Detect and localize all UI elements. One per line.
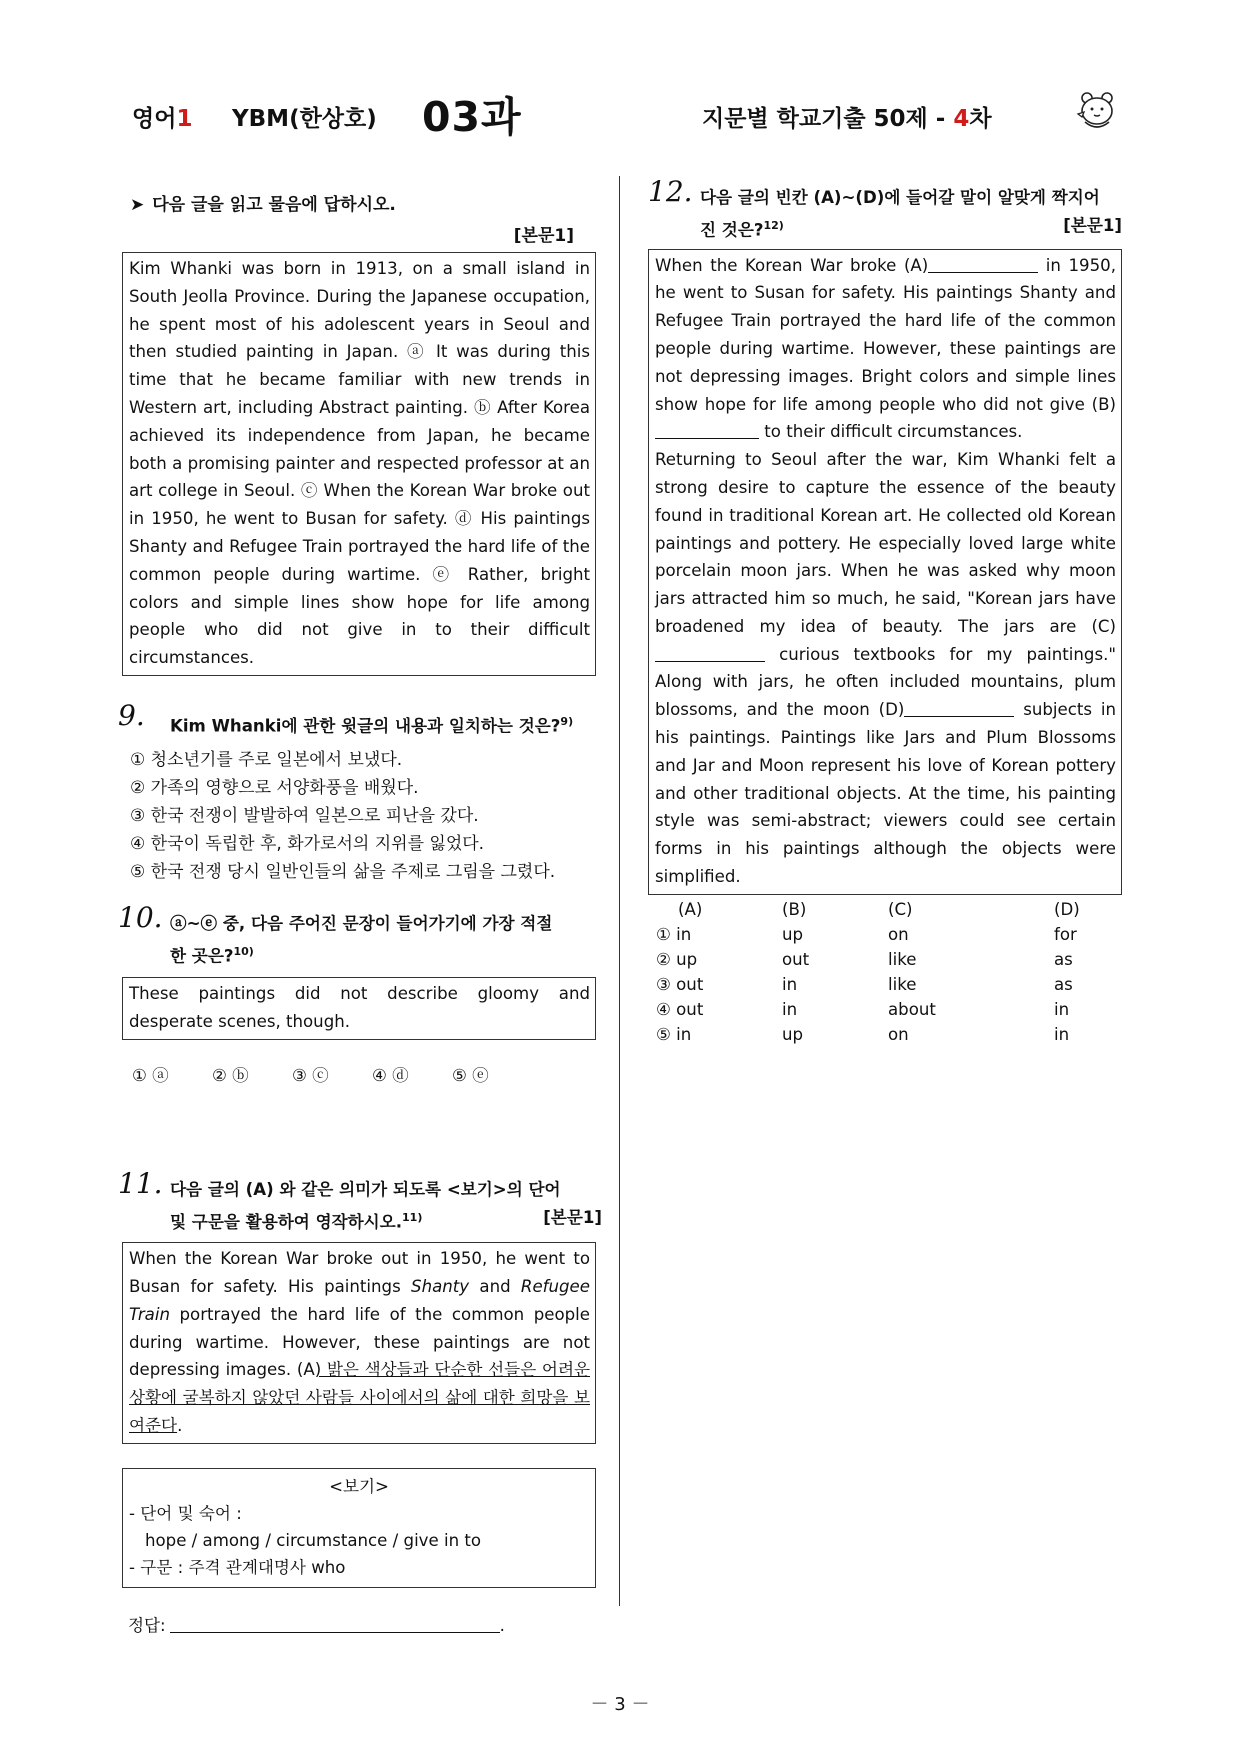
table-cell: in [782,974,798,994]
passage-text: curious textbooks for my paintings." Along with jars, he often included mountains, plum blossoms, and the moon (D) [655,644,1116,720]
answer-field[interactable]: 정답: . [128,1615,505,1635]
question-10-choices [132,1062,602,1086]
bogi-box [122,1468,596,1588]
question-text-line2 [700,212,1122,245]
series-round-suffix: 차 [969,106,992,132]
question-text-line2-text: 진 것은? [700,220,764,240]
question-text-line1: 다음 글의 (A) 와 같은 의미가 되도록 <보기>의 단어 [170,1179,561,1199]
answer-choices-table [656,897,1122,1047]
table-cell: out [782,949,810,969]
table-cell: on [888,924,909,944]
painting-title: Shanty [411,1276,470,1296]
series-label [702,100,992,133]
bogi-structure: - 구문 : 주격 관계대명사 who [129,1557,346,1577]
bogi-words: hope / among / circumstance / give in to [145,1530,482,1550]
table-row[interactable] [656,997,1122,1022]
passage-text: to their difficult circumstances. [759,422,1023,442]
page-number: － 3 － [590,1694,650,1715]
right-column [648,175,1122,1047]
table-cell: ⑤ in [656,1024,692,1044]
passage-tag: [본문1] [513,226,574,246]
page-header [0,80,1240,150]
table-cell: on [888,1024,909,1044]
table-header [656,897,1122,922]
question-text-line2-text: 한 곳은? [170,947,234,967]
table-cell: as [1054,974,1073,994]
table-cell: in [1054,999,1070,1019]
blank-c[interactable] [655,644,765,662]
series-round-number: 4 [953,106,970,132]
table-cell: in [1054,1024,1070,1044]
passage-box: Kim Whanki was born in 1913, on a small island in South Jeolla Province. During the Japanese occupation, he spent most of his adolescent years in Seoul and then studied painting in Japan. ⓐ It was during this time that he became familiar with new trends in Western art, including Abstract painting. ⓑ After Korea achieved its independence from Japan, he became both a promising painter and respected professor at an art college in Seoul. ⓒ When the Korean War broke out in 1950, he went to Busan for safety. ⓓ His paintings Shanty and Refugee Train portrayed the hard life of the common people during wartime. ⓔ Rather, bright colors and simple lines show hope for life among people who did not give in to their difficult circumstances. [122,252,596,676]
table-cell: as [1054,949,1073,969]
question-text: Kim Whanki에 관한 윗글의 내용과 일치하는 것은? [170,716,561,736]
underlined-sentence: ) 밝은 색상들과 단순한 선들은 어려운 상황에 굴복하지 않았던 사람들 사이에서의 삶에 대한 희망을 보여준다 [129,1360,590,1435]
subject-number: 1 [176,106,193,132]
answer-label: 정답: [128,1615,166,1635]
passage-text: When the Korean War broke out in 1950, he went to Busan for safety. His paintings [129,1249,590,1296]
table-cell: in [782,999,798,1019]
question-number: 10. [118,901,163,935]
passage-tag: [본문1] [543,1207,602,1227]
column-header: (C) [888,899,913,919]
bogi-title: <보기> [329,1476,389,1496]
table-cell: about [888,999,936,1019]
table-row[interactable] [656,922,1122,947]
passage-text: and [469,1276,521,1296]
bogi-words-label: - 단어 및 숙어 : [129,1503,242,1523]
question-number: 12. [648,175,693,208]
table-row[interactable] [656,972,1122,997]
passage-text: portrayed the hard life of the common people during wartime. However, these paintings are not depressing images. (A [129,1304,590,1380]
question-11 [118,1166,602,1237]
table-cell: like [888,974,917,994]
table-cell: ① in [656,924,692,944]
footnote-ref: 10) [233,945,254,959]
given-sentence-box: These paintings did not describe gloomy and desperate scenes, though. [122,977,596,1040]
painting-title: Refugee Train [129,1276,590,1324]
table-cell: for [1054,924,1077,944]
question-number: 9. [118,698,145,732]
subject-prefix: 영어 [132,106,177,132]
table-cell: ④ out [656,999,704,1019]
question-text-line2 [170,1204,602,1237]
blank-d[interactable] [904,699,1014,717]
choice-1[interactable]: ① ⓐ [132,1065,169,1085]
footnote-ref: 12) [763,219,784,232]
option-5[interactable]: ⑤ 한국 전쟁 당시 일반인들의 삶을 주제로 그림을 그렸다. [130,862,556,883]
column-header: (B) [782,899,807,919]
option-4[interactable]: ④ 한국이 독립한 후, 화가로서의 지위를 잃었다. [130,834,485,855]
instruction-text: 다음 글을 읽고 물음에 답하시오. [152,195,396,215]
question-9 [118,698,602,741]
passage-text: Returning to Seoul after the war, Kim Whanki felt a strong desire to capture the essence of the beauty found in traditional Korean art. He collected old Korean paintings and pottery. He especially loved large white porcelain moon jars. When he was asked why moon jars attracted him so much, he said, "Korean jars have broadened my idea of beauty. The jars are (C) [655,450,1116,636]
passage-text: . [177,1415,183,1435]
bear-mascot-icon [1072,86,1122,136]
choice-3[interactable]: ③ ⓒ [292,1065,329,1085]
table-cell: ② up [656,949,698,969]
table-row[interactable] [656,947,1122,972]
instruction [130,190,602,215]
passage-text: When the Korean War broke (A) [655,255,929,275]
question-number: 11. [118,1166,163,1200]
footnote-ref: 9) [560,714,574,728]
footnote-ref: 11) [402,1210,423,1224]
table-row[interactable] [656,1022,1122,1047]
option-2[interactable]: ② 가족의 영향으로 서양화풍을 배웠다. [130,778,419,799]
answer-blank[interactable] [170,1615,500,1633]
option-3[interactable]: ③ 한국 전쟁이 발발하여 일본으로 피난을 갔다. [130,806,479,827]
table-cell: like [888,949,917,969]
column-header: (D) [1054,899,1080,919]
q12-passage-box [648,249,1122,895]
passage-text: subjects in his paintings. Paintings like Jars and Plum Blossoms and Jar and Moon represent his love of Korean pottery and other traditional objects. At the time, his painting style was semi-abstract; viewers could see certain forms in his paintings although the objects were simplified. [655,700,1117,887]
passage-tag: [본문1] [1063,216,1122,235]
subject-label [132,100,192,133]
column-divider [619,176,620,1606]
question-text-line2-text: 및 구문을 활용하여 영작하시오. [170,1212,403,1232]
question-text-line2 [170,938,602,971]
choice-5[interactable]: ⑤ ⓔ [452,1065,489,1085]
passage-text: in 1950, he went to Susan for safety. His paintings Shanty and Refugee Train portrayed the hard life of the common people during wartime. However, these paintings are not depressing images. Bright colors and simple lines show hope for life among people who did not give (B) [655,255,1116,414]
left-column [120,190,602,1636]
column-header: (A) [678,899,703,919]
blank-b[interactable] [655,421,759,439]
choice-4[interactable]: ④ ⓓ [372,1065,409,1085]
table-cell: up [782,924,804,944]
q11-passage-box [122,1242,596,1444]
series-text: 지문별 학교기출 50제 - [702,106,954,132]
question-12 [648,175,1122,245]
table-cell: ③ out [656,974,704,994]
question-10 [118,901,602,971]
lesson-title: 03과 [422,93,522,141]
blank-a[interactable] [928,255,1038,273]
choice-2[interactable]: ② ⓑ [212,1065,249,1085]
publisher-label: YBM(한상호) [232,106,377,132]
question-9-options [130,746,602,886]
question-text-line1: 다음 글의 빈칸 (A)~(D)에 들어갈 말이 알맞게 짝지어 [700,188,1100,207]
arrow-right-icon: ➤ [130,195,145,215]
table-cell: up [782,1024,804,1044]
question-text-line1: ⓐ~ⓔ 중, 다음 주어진 문장이 들어가기에 가장 적절 [170,914,553,934]
option-1[interactable]: ① 청소년기를 주로 일본에서 보냈다. [130,750,403,771]
